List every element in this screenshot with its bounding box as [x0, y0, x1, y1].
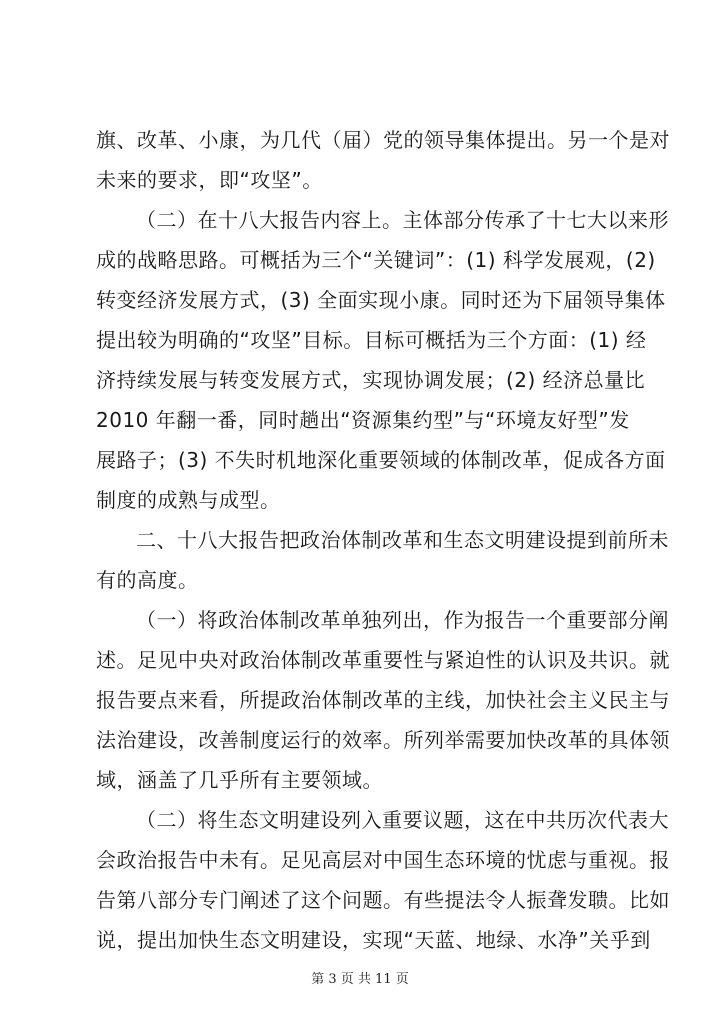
- text-line-5: 转变经济发展方式，(3) 全面实现小康。同时还为下届领导集体: [96, 288, 666, 312]
- text-line-7: 济持续发展与转变发展方式，实现协调发展；(2) 经济总量比: [96, 368, 646, 392]
- text-line-14: 述。足见中央对政治体制改革重要性与紧迫性的认识及共识。就: [96, 648, 670, 672]
- section-heading-2-cont: 有的高度。: [96, 568, 199, 592]
- text-line-19: 会政治报告中未有。足见高层对中国生态环境的忧虑与重视。报: [96, 848, 670, 872]
- text-line-4: 成的战略思路。可概括为三个“关键词”：(1) 科学发展观，(2): [96, 248, 656, 272]
- text-line-3: （二）在十八大报告内容上。主体部分传承了十七大以来形: [136, 208, 669, 232]
- text-line-20: 告第八部分专门阐述了这个问题。有些提法令人振聋发聩。比如: [96, 888, 670, 912]
- text-line-9: 展路子；(3) 不失时机地深化重要领域的体制改革，促成各方面: [96, 448, 666, 472]
- text-line-17: 域，涵盖了几乎所有主要领域。: [96, 768, 383, 792]
- text-line-15: 报告要点来看，所提政治体制改革的主线，加快社会主义民主与: [96, 688, 670, 712]
- text-line-21: 说，提出加快生态文明建设，实现“天蓝、地绿、水净”关乎到: [96, 928, 651, 952]
- text-line-2: 未来的要求，即“攻坚”。: [96, 168, 323, 192]
- text-line-18: （二）将生态文明建设列入重要议题，这在中共历次代表大: [136, 808, 669, 832]
- text-line-13: （一）将政治体制改革单独列出，作为报告一个重要部分阐: [136, 608, 669, 632]
- page-number-footer: 第 3 页 共 11 页: [311, 972, 409, 987]
- text-line-10: 制度的成熟与成型。: [96, 488, 281, 512]
- text-line-16: 法治建设，改善制度运行的效率。所列举需要加快改革的具体领: [96, 728, 670, 752]
- section-heading-2: 二、十八大报告把政治体制改革和生态文明建设提到前所未: [136, 528, 669, 552]
- text-line-1: 旗、改革、小康，为几代（届）党的领导集体提出。另一个是对: [96, 128, 670, 152]
- text-line-6: 提出较为明确的“攻坚”目标。目标可概括为三个方面：(1) 经: [96, 328, 647, 352]
- text-line-8: 2010 年翻一番，同时趟出“资源集约型”与“环境友好型”发: [96, 408, 630, 432]
